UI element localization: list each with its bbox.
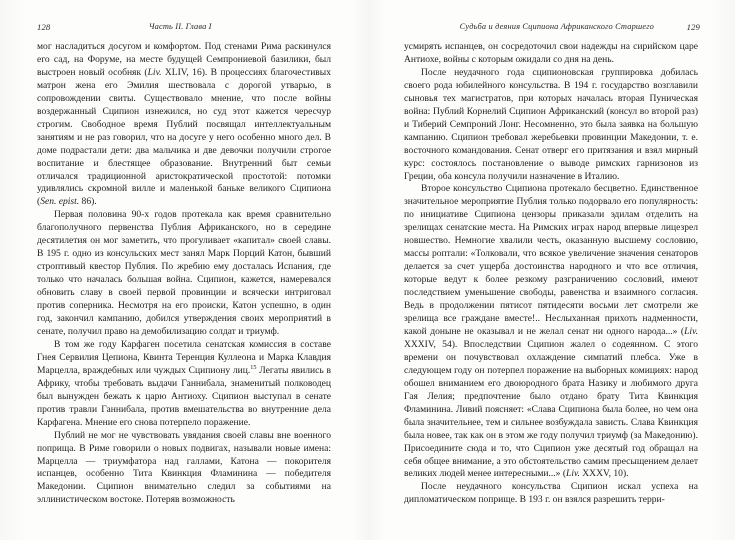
footnote-reference: 15 bbox=[250, 363, 257, 371]
left-page bbox=[0, 0, 367, 540]
paragraph: Публий не мог не чувствовать увядания своей славы вне военного поприща. В Риме говорили о новых подвигах, называли новые имена: Марцелла — триумфатора над галлами, Катона — покорителя испанцев, особенно Тита Квинкция Фламинина — победителя Македонии. Сципион внимательно следил за событиями на эллинистическом востоке. Потеряв возможность bbox=[37, 429, 331, 506]
left-page-textblock bbox=[37, 41, 331, 507]
paragraph: мог насладиться досугом и комфортом. Под стенами Рима раскинулся его сад, на Форуме, на месте будущей Семпрониевой базилики, был выстроен новый особняк (Liv. XLIV, 16). В процессиях благочестивых матрон жена его Эмилия шествовала с дорогой утварью, в сопровождении свиты. Существовало мнение, что после войны воздержанный Сципион изнежился, но суд этот кажется чересчур строгим. Свободное время Публий посвящал интеллектуальным занятиям и не раз говорил, что на досуге у него особенно много дел. В доме подрастали дети: два мальчика и две девочки получили строгое воспитание и блестящее образование. Внутренний быт семьи отличался традиционной аристократической простотой: потомки удивлялись скромной вилле и маленькой баньке великого Сципиона (Sen. epist. 86). bbox=[37, 41, 331, 208]
left-page-running-head bbox=[37, 19, 332, 34]
right-page-folio: 129 bbox=[686, 21, 700, 32]
right-page bbox=[368, 0, 735, 540]
paragraph: В том же году Карфаген посетила сенатская комиссия в составе Гнея Сервилия Цепиона, Квинта Теренция Куллеона и Марка Клавдия Марцелла, враждебных или чуждых Сципиону лиц.$^{15}$ Легаты явились в Африку, чтобы требовать выдачи Ганнибала, знаменитый полководец был вынужден бежать к царю Антиоху. Сципион выступал в сенате против травли Ганнибала, против вмешательства во внутренние дела Карфагена. Мнение его снова потерпело поражение. bbox=[37, 338, 331, 428]
source-citation: Liv. bbox=[684, 325, 698, 337]
source-citation: Liv. bbox=[566, 468, 580, 480]
left-page-running-head-title: Часть II. Глава I bbox=[148, 22, 212, 31]
paragraph: После неудачного года сципионовская группировка добилась своего рода юбилейного консульства. В 194 г. государство возглавили сыновья тех магистратов, при которых началась вторая Пуническая война: Публий Корнелий Сципион Африканский (консул во второй раз) и Тиберий Семпроний Лонг. Несомненно, это была заявка на большую кампанию. Сципион требовал жеребьевки провинции Македонии, т. е. восточного командования. Сенат отверг его притязания и взял мирный курс: состоялось постановление о выводе римских гарнизонов из Греции, оба консула получили назначение в Италию. bbox=[404, 66, 698, 182]
paragraph: усмирять испанцев, он сосредоточил свои надежды на сирийском царе Антиохе, войны с которым ожидали со дня на день. bbox=[404, 41, 698, 65]
paragraph: Первая половина 90-х годов протекала как время сравнительно благополучного первенства Публия Африканского, но в середине десятилетия он мог заметить, что прогуливает «капитал» своей славы. В 195 г. одно из консульских мест занял Марк Порций Катон, бывший строптивый квестор Публия. По жребию ему досталась Испания, где только что началась большая война. Сципион, кажется, намеревался обновить славу в своей первой провинции и всячески интриговал против соперника. Несмотря на его происки, Катон успешно, в один год, закончил кампанию, добился утверждения своих мероприятий в сенате, получил право на демобилизацию солдат и триумф. bbox=[37, 209, 331, 337]
right-page-running-head bbox=[405, 19, 700, 34]
paragraph: После неудачного консульства Сципион искал успеха на дипломатическом поприще. В 193 г. он взялся разрешить терри- bbox=[404, 481, 698, 506]
right-page-textblock bbox=[404, 41, 698, 507]
source-citation: Sen. epist. bbox=[40, 196, 80, 208]
source-citation: Liv. bbox=[147, 66, 162, 78]
paragraph: Второе консульство Сципиона протекало бесцветно. Единственное значительное мероприятие Публия только подорвало его популярность: по инициативе Сципиона цензоры приказали эдилам отделить на зрелищах сенатские места. На Римских играх народ впервые лицезрел новшество. Немногие хвалили честь, оказанную высшему сословию, массы роптали: «Толковали, что всякое увеличение значения сенаторов делается за счет ущерба достоинства народного и что все отличия, которые ведут к более резкому разграничению сословий, имеют последствием уменьшение свободы, равенства и взаимного согласия. Ведь в продолжении пятисот пятидесяти восьми лет смотрели же зрелища все граждане вместе!.. Неслыханная прихоть надменности, какой доныне не оказывал и не желал сенат ни одного народа...» (Liv. XXXIV, 54). Впоследствии Сципион жалел о содеянном. С этого времени он почувствовал охлаждение симпатий плебса. Уже в следующем году он потерпел поражение на выборных комициях: народ обошел вниманием его двоюродного брата Назику и любимого друга Гая Лелия; предпочтение было отдано брату Тита Квинкция Фламинина. Ливий поясняет: «Слава Сципиона была более, но чем она была значительнее, тем и сильнее возбуждала зависть. Слава Квинкция была новее, так как он в этом же году получил триумф (за Македонию). Присоедините сюда и то, что Сципион уже десятый год обращал на себя общее внимание, а это обстоятельство самим пресыщением делает великих людей менее интересными...» (Liv. XXXV, 10). bbox=[404, 183, 698, 480]
right-page-running-head-title: Судьба и деяния Сципиона Африканского Старшего bbox=[459, 22, 655, 31]
left-page-folio: 128 bbox=[37, 21, 51, 32]
